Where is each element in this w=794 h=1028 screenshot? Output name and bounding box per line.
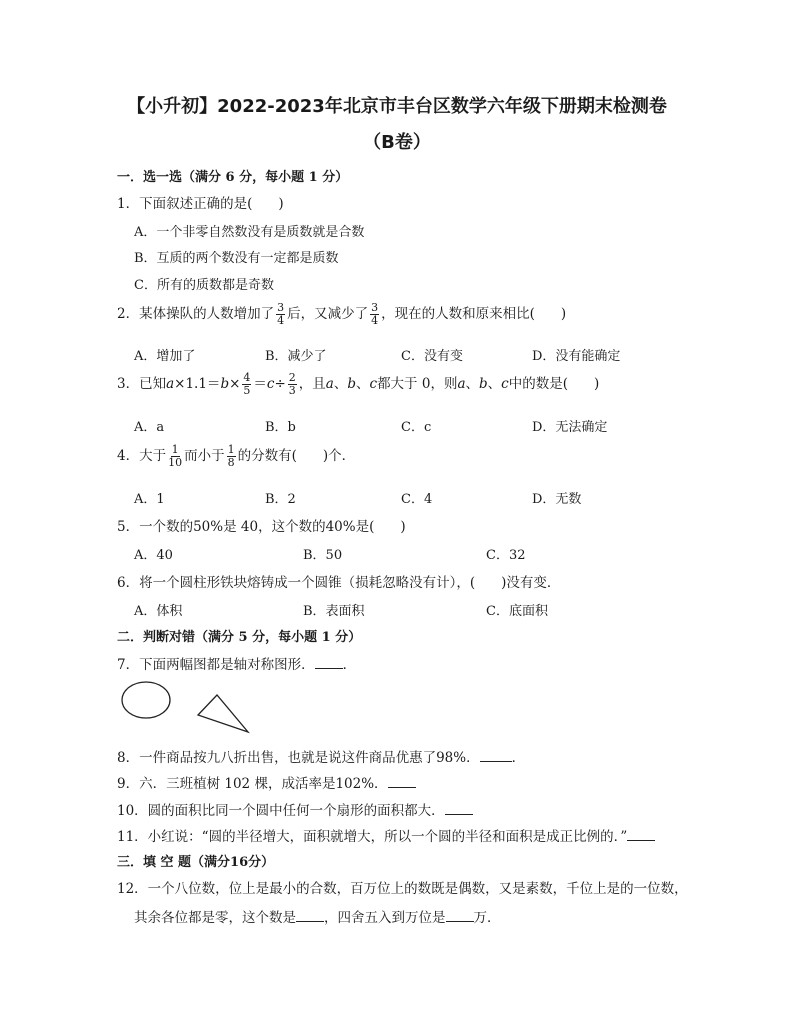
question-3-part-2: ，且 bbox=[298, 376, 326, 392]
question-6-stem: 6．将一个圆柱形铁块熔铸成一个圆锥（损耗忽略没有计），( bbox=[117, 575, 476, 591]
question-3-math-1: ×1.1＝ bbox=[174, 376, 221, 392]
question-1-option-b: B．互质的两个数没有一定都是质数 bbox=[134, 251, 339, 266]
question-10-stem: 10．圆的面积比同一个圆中任何一个扇形的面积都大． bbox=[117, 803, 445, 819]
question-8-stem: 8．一件商品按九八折出售，也就是说这件商品优惠了98%． bbox=[117, 750, 480, 766]
question-2-option-b: B．减少了 bbox=[265, 349, 327, 364]
variable-a: a bbox=[457, 376, 466, 392]
question-4-part-3: 的分数有( bbox=[237, 448, 297, 464]
section-heading-3: 三．填 空 题（满分16分） bbox=[117, 855, 275, 870]
fraction-numerator: 3 bbox=[371, 301, 379, 314]
question-11-stem: 11．小红说：“圆的半径增大，面积就增大，所以一个圆的半径和面积是成正比例的．” bbox=[117, 829, 628, 845]
question-5-stem: 5．一个数的50%是 40，这个数的40%是( bbox=[117, 519, 375, 535]
question-2-option-d: D．没有能确定 bbox=[532, 349, 621, 364]
fraction-2-3 bbox=[288, 372, 297, 397]
fraction-3-4 bbox=[276, 302, 285, 327]
question-3-part-4: 中的数是( bbox=[508, 376, 569, 392]
question-12-part-c: 万． bbox=[473, 910, 501, 926]
fraction-1-8 bbox=[227, 444, 236, 469]
question-5 bbox=[117, 515, 406, 535]
page-subtitle: （B卷） bbox=[363, 132, 431, 153]
fraction-numerator: 1 bbox=[171, 443, 179, 456]
question-4-option-a: A．1 bbox=[134, 492, 165, 507]
question-2-part-3: ，现在的人数和原来相比( bbox=[381, 306, 535, 322]
question-3-part-1: 3．已知 bbox=[117, 376, 167, 392]
question-5-option-a: A．40 bbox=[134, 548, 173, 563]
question-2-part-1: 2．某体操队的人数增加了 bbox=[117, 306, 275, 322]
fraction-denominator: 10 bbox=[168, 456, 183, 469]
question-3-option-d: D．无法确定 bbox=[532, 420, 608, 435]
question-12-part-b: ，四舍五入到万位是 bbox=[324, 910, 446, 926]
fraction-denominator: 8 bbox=[227, 456, 235, 469]
variable-a: a bbox=[166, 376, 175, 392]
question-4-part-4: )个． bbox=[322, 448, 356, 464]
question-7-stem: 7．下面两幅图都是轴对称图形． bbox=[117, 657, 315, 673]
answer-blank bbox=[296, 909, 324, 922]
question-5-option-b: B．50 bbox=[303, 548, 343, 563]
question-8: 8．一件商品按九八折出售，也就是说这件商品优惠了98%． ． bbox=[117, 750, 526, 766]
fraction-denominator: 5 bbox=[243, 384, 251, 397]
ellipse-figure bbox=[122, 682, 170, 718]
question-7: 7．下面两幅图都是轴对称图形． ． bbox=[117, 657, 357, 673]
question-6-option-b: B．表面积 bbox=[303, 604, 365, 619]
question-6-option-a: A．体积 bbox=[134, 604, 183, 619]
question-1-option-a: A．一个非零自然数没有是质数就是合数 bbox=[134, 225, 365, 240]
question-12-line-1: 12．一个八位数，位上是最小的合数，百万位上的数既是偶数，又是素数，千位上是的一位数， bbox=[117, 881, 688, 897]
figures-ellipse-triangle bbox=[115, 680, 285, 736]
triangle-figure bbox=[198, 695, 248, 732]
question-4-part-1: 4．大于 bbox=[117, 448, 167, 464]
variable-b: b bbox=[479, 376, 488, 392]
question-9-stem: 9．六．三班植树 102 棵，成活率是102%． bbox=[117, 776, 388, 792]
question-10 bbox=[117, 799, 473, 819]
section-heading-1: 一．选一选（满分 6 分，每小题 1 分） bbox=[117, 170, 349, 185]
question-3-math-4: ÷ bbox=[274, 376, 286, 392]
question-3-math-3: ＝ bbox=[253, 376, 267, 392]
fraction-numerator: 3 bbox=[277, 301, 285, 314]
fraction-1-10 bbox=[168, 444, 182, 469]
answer-blank bbox=[480, 749, 512, 762]
answer-blank bbox=[627, 828, 655, 841]
fraction-numerator: 4 bbox=[243, 371, 251, 384]
question-6 bbox=[117, 571, 560, 591]
variable-c: c bbox=[266, 376, 275, 392]
question-3-option-c: C．c bbox=[401, 420, 432, 435]
fraction-denominator: 4 bbox=[371, 314, 379, 327]
question-3-close: ) bbox=[594, 376, 600, 392]
variable-c: c bbox=[369, 376, 378, 392]
question-2-part-2: 后，又减少了 bbox=[287, 306, 369, 322]
fraction-denominator: 3 bbox=[288, 384, 296, 397]
question-6-tail: )没有变． bbox=[501, 575, 561, 591]
question-1-option-c: C．所有的质数都是奇数 bbox=[134, 278, 274, 293]
question-2 bbox=[117, 302, 566, 327]
fraction-4-5 bbox=[242, 372, 251, 397]
question-3-part-3: 都大于 0，则 bbox=[377, 376, 458, 392]
question-2-option-a: A．增加了 bbox=[134, 349, 196, 364]
question-3-option-b: B．b bbox=[265, 420, 296, 435]
answer-blank bbox=[445, 802, 473, 815]
question-11 bbox=[117, 825, 655, 845]
question-5-close: ) bbox=[400, 519, 406, 535]
answer-blank bbox=[315, 656, 343, 669]
question-4-part-2: 而小于 bbox=[184, 448, 225, 464]
question-3-math-2: × bbox=[229, 376, 241, 392]
question-1-close: ) bbox=[278, 196, 284, 212]
question-4 bbox=[117, 444, 355, 469]
variable-b: b bbox=[220, 376, 230, 392]
question-5-option-c: C．32 bbox=[486, 548, 526, 563]
variable-a: a bbox=[325, 376, 334, 392]
question-2-option-c: C．没有变 bbox=[401, 349, 463, 364]
section-heading-2: 二．判断对错（满分 5 分，每小题 1 分） bbox=[117, 630, 362, 645]
question-3: 3．已知a×1.1＝b× $\frac{4}{5}$ ＝c÷ $\frac{2}{3}$ ，且a、b、c都大于 0，则a、b、c中的数是( ) bbox=[117, 371, 600, 397]
question-3-option-a: A．a bbox=[134, 420, 165, 435]
question-2-close: ) bbox=[560, 306, 567, 322]
fraction-3-4-second bbox=[370, 302, 379, 327]
fraction-denominator: 4 bbox=[277, 314, 285, 327]
variable-c: c bbox=[501, 376, 509, 392]
question-4-option-c: C．4 bbox=[401, 492, 433, 507]
question-6-option-c: C．底面积 bbox=[486, 604, 548, 619]
question-12-part-a: 其余各位都是零，这个数是 bbox=[134, 910, 296, 926]
page-title: 【小升初】2022-2023年北京市丰台区数学六年级下册期末检测卷 bbox=[127, 96, 667, 117]
answer-blank bbox=[446, 909, 474, 922]
question-1 bbox=[117, 192, 284, 212]
question-9 bbox=[117, 772, 416, 792]
answer-blank bbox=[388, 775, 416, 788]
question-1-stem: 1．下面叙述正确的是( bbox=[117, 196, 253, 212]
question-4-option-d: D．无数 bbox=[532, 492, 582, 507]
variable-b: b bbox=[347, 376, 356, 392]
fraction-numerator: 2 bbox=[288, 371, 296, 384]
question-12-line-2 bbox=[134, 906, 501, 926]
fraction-numerator: 1 bbox=[227, 443, 235, 456]
question-4-option-b: B．2 bbox=[265, 492, 296, 507]
